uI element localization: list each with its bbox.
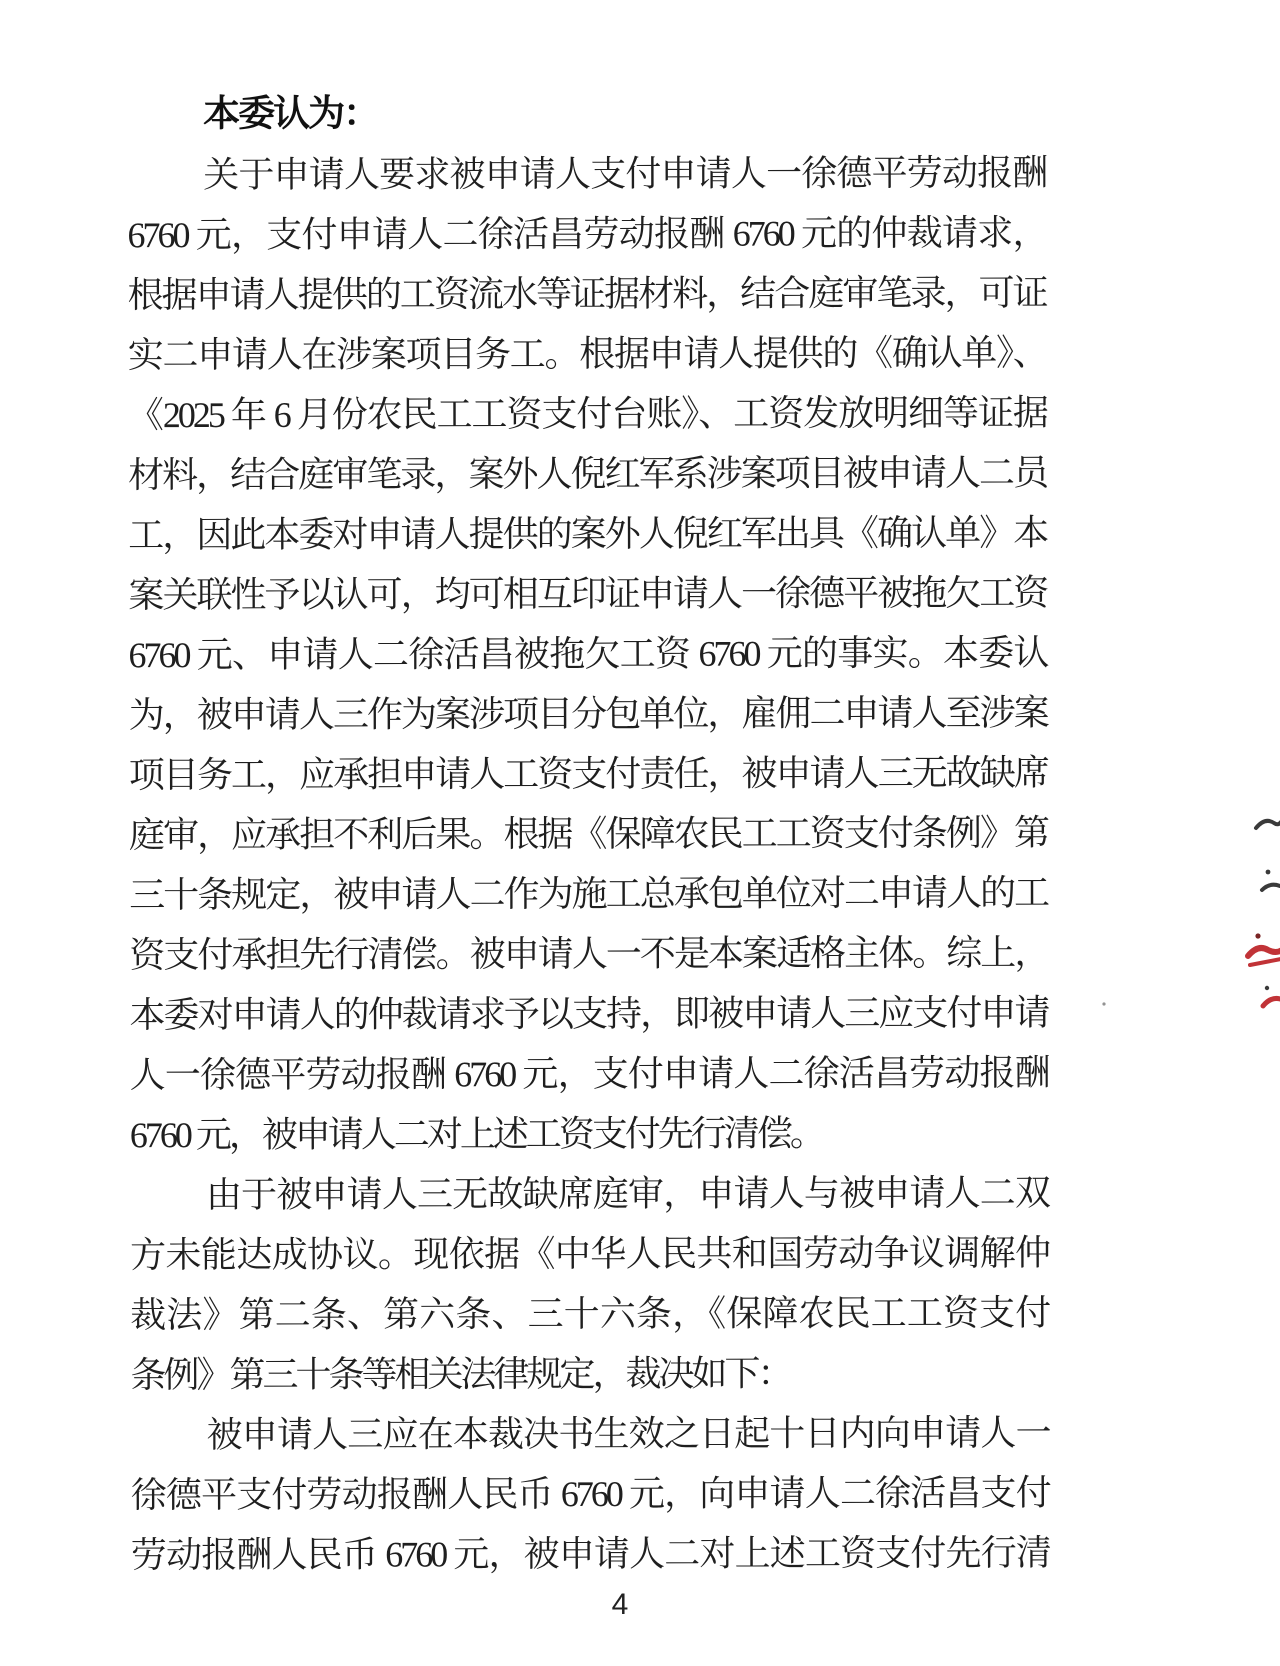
- text-line: 为，被申请人三作为案涉项目分包单位，雇佣二申请人至涉案: [128, 692, 1047, 736]
- document-body: [127, 83, 1049, 1585]
- page-number: 4: [611, 1588, 629, 1621]
- red-seal-fragment-icon: [1250, 959, 1280, 965]
- text-line: 6760 元，被申请人二对上述工资支付先行清偿。: [129, 1113, 823, 1156]
- red-seal-fragment-icon: [1248, 948, 1280, 956]
- text-line: 被申请人三应在本裁决书生效之日起十日内向申请人一: [206, 1412, 1049, 1456]
- text-line: 材料，结合庭审笔录，案外人倪红军系涉案项目被申请人二员: [128, 452, 1047, 496]
- ink-mark-icon: [1262, 885, 1280, 890]
- ink-dot-icon: [1266, 870, 1271, 875]
- text-line: 项目务工，应承担申请人工资支付责任，被申请人三无故缺席: [128, 752, 1047, 796]
- ink-dot-icon: [1265, 986, 1269, 990]
- text-line: 6760 元，支付申请人二徐活昌劳动报酬 6760 元的仲裁请求，: [127, 212, 1046, 256]
- ink-speck-icon: [1102, 1002, 1105, 1005]
- text-line: 庭审，应承担不利后果。根据《保障农民工工资支付条例》第: [128, 812, 1048, 856]
- text-line: 案关联性予以认可，均可相互印证申请人一徐德平被拖欠工资: [128, 572, 1047, 616]
- ink-mark-icon: [1256, 821, 1280, 828]
- text-line: 本委对申请人的仲裁请求予以支持，即被申请人三应支付申请: [129, 992, 1048, 1036]
- text-line: 条例》第三十条等相关法律规定，裁决如下：: [130, 1353, 791, 1396]
- text-line: 根据申请人提供的工资流水等证据材料，结合庭审笔录，可证: [127, 272, 1046, 316]
- text-line: 由于被申请人三无故缺席庭审，申请人与被申请人二双: [205, 1172, 1048, 1216]
- scan-edge-ink-marks: [1090, 760, 1280, 1020]
- text-line: 实二申请人在涉案项目务工。根据申请人提供的《确认单》、: [127, 332, 1046, 376]
- red-ink-dot-icon: [1255, 933, 1260, 938]
- text-line: 裁法》第二条、第六条、三十六条，《保障农民工工资支付: [130, 1292, 1049, 1336]
- text-line: 关于申请人要求被申请人支付申请人一徐德平劳动报酬: [203, 152, 1046, 196]
- text-line: 工，因此本委对申请人提供的案外人倪红军出具《确认单》本: [128, 512, 1047, 556]
- text-line: 徐德平支付劳动报酬人民币 6760 元，向申请人二徐活昌支付: [130, 1472, 1049, 1516]
- red-seal-fragment-icon: [1263, 998, 1280, 1006]
- text-line: 方未能达成协议。现依据《中华人民共和国劳动争议调解仲: [130, 1232, 1049, 1276]
- text-line: 劳动报酬人民币 6760 元，被申请人二对上述工资支付先行清: [130, 1532, 1049, 1576]
- text-line: 《2025 年 6 月份农民工工资支付台账》、工资发放明细等证据: [127, 392, 1046, 436]
- text-line: 人一徐德平劳动报酬 6760 元，支付申请人二徐活昌劳动报酬: [129, 1052, 1048, 1096]
- section-heading: 本委认为：: [203, 93, 379, 136]
- text-line: 资支付承担先行清偿。被申请人一不是本案适格主体。综上，: [129, 932, 1048, 976]
- text-line: 6760 元、申请人二徐活昌被拖欠工资 6760 元的事实。本委认: [128, 632, 1047, 676]
- text-line: 三十条规定，被申请人二作为施工总承包单位对二申请人的工: [129, 872, 1048, 916]
